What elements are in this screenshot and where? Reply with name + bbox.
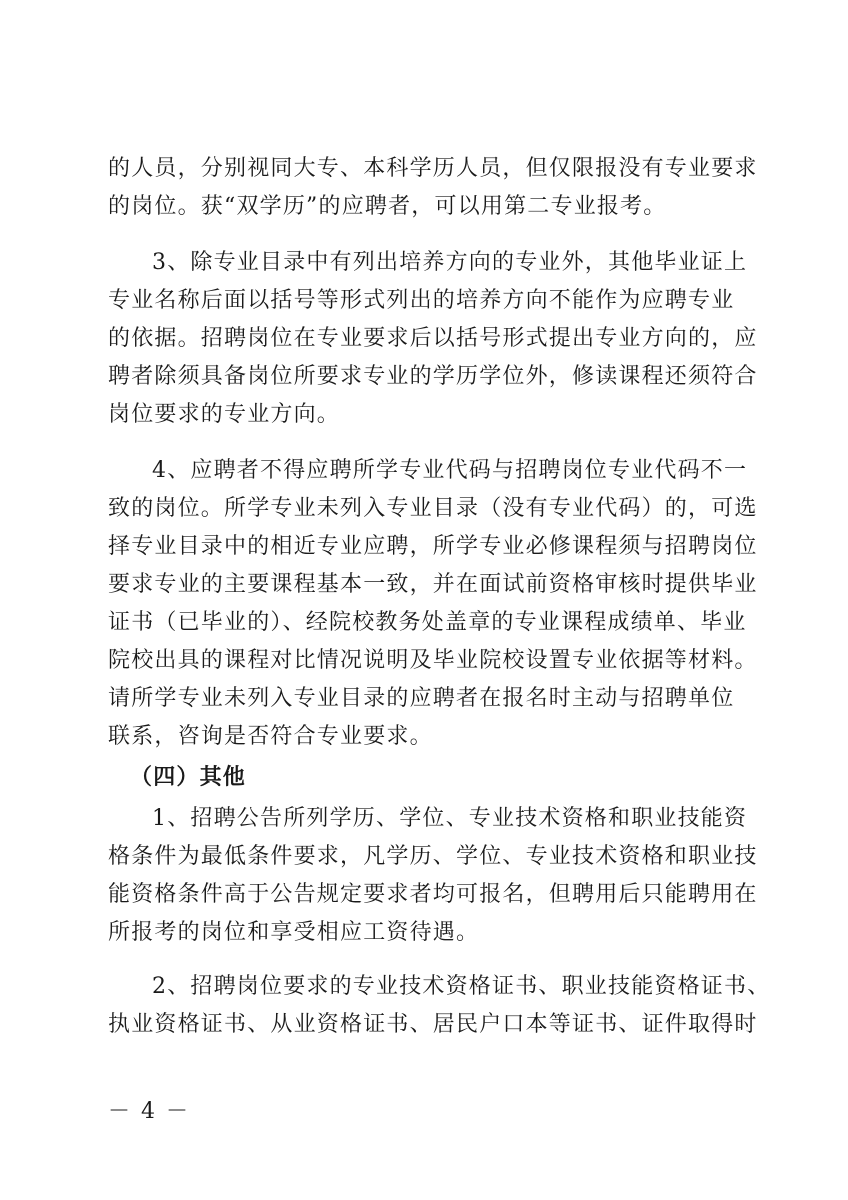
text-line: 专业名称后面以括号等形式列出的培养方向不能作为应聘专业 [108,288,735,313]
page-number: － 4 － [108,1099,190,1124]
text-line: 聘者除须具备岗位所要求专业的学历学位外，修读课程还须符合 [108,364,758,389]
text-line: 执业资格证书、从业资格证书、居民户口本等证书、证件取得时 [108,1012,758,1037]
section-heading-other: （四）其他 [130,764,247,790]
text-line: 格条件为最低条件要求，凡学历、学位、专业技术资格和职业技 [108,844,758,869]
paragraph-4-start: 4、应聘者不得应聘所学专业代码与招聘岗位专业代码不一 [152,458,748,483]
text-line: 致的岗位。所学专业未列入专业目录（没有专业代码）的，可选 [108,496,758,521]
text-line: 联系，咨询是否符合专业要求。 [108,724,433,749]
paragraph-2-start: 2、招聘岗位要求的专业技术资格证书、职业技能资格证书、 [152,974,771,999]
text-line: 所报考的岗位和享受相应工资待遇。 [108,920,480,945]
text-line: 择专业目录中的相近专业应聘，所学专业必修课程须与招聘岗位 [108,534,758,559]
text-line: 岗位要求的专业方向。 [108,402,341,427]
text-line: 院校出具的课程对比情况说明及毕业院校设置专业依据等材料。 [108,648,758,673]
paragraph-3-start: 3、除专业目录中有列出培养方向的专业外，其他毕业证上 [152,250,748,275]
text-line: 的岗位。获“双学历”的应聘者，可以用第二专业报考。 [108,194,667,219]
text-line: 能资格条件高于公告规定要求者均可报名，但聘用后只能聘用在 [108,882,758,907]
text-line: 的依据。招聘岗位在专业要求后以括号形式提出专业方向的，应 [108,326,758,351]
text-line: 证书（已毕业的）、经院校教务处盖章的专业课程成绩单、毕业 [108,610,747,635]
text-line: 要求专业的主要课程基本一致，并在面试前资格审核时提供毕业 [108,572,758,597]
text-line: 的人员，分别视同大专、本科学历人员，但仅限报没有专业要求 [108,156,758,181]
text-line: 请所学专业未列入专业目录的应聘者在报名时主动与招聘单位 [108,686,735,711]
paragraph-1-start: 1、招聘公告所列学历、学位、专业技术资格和职业技能资 [152,806,748,831]
